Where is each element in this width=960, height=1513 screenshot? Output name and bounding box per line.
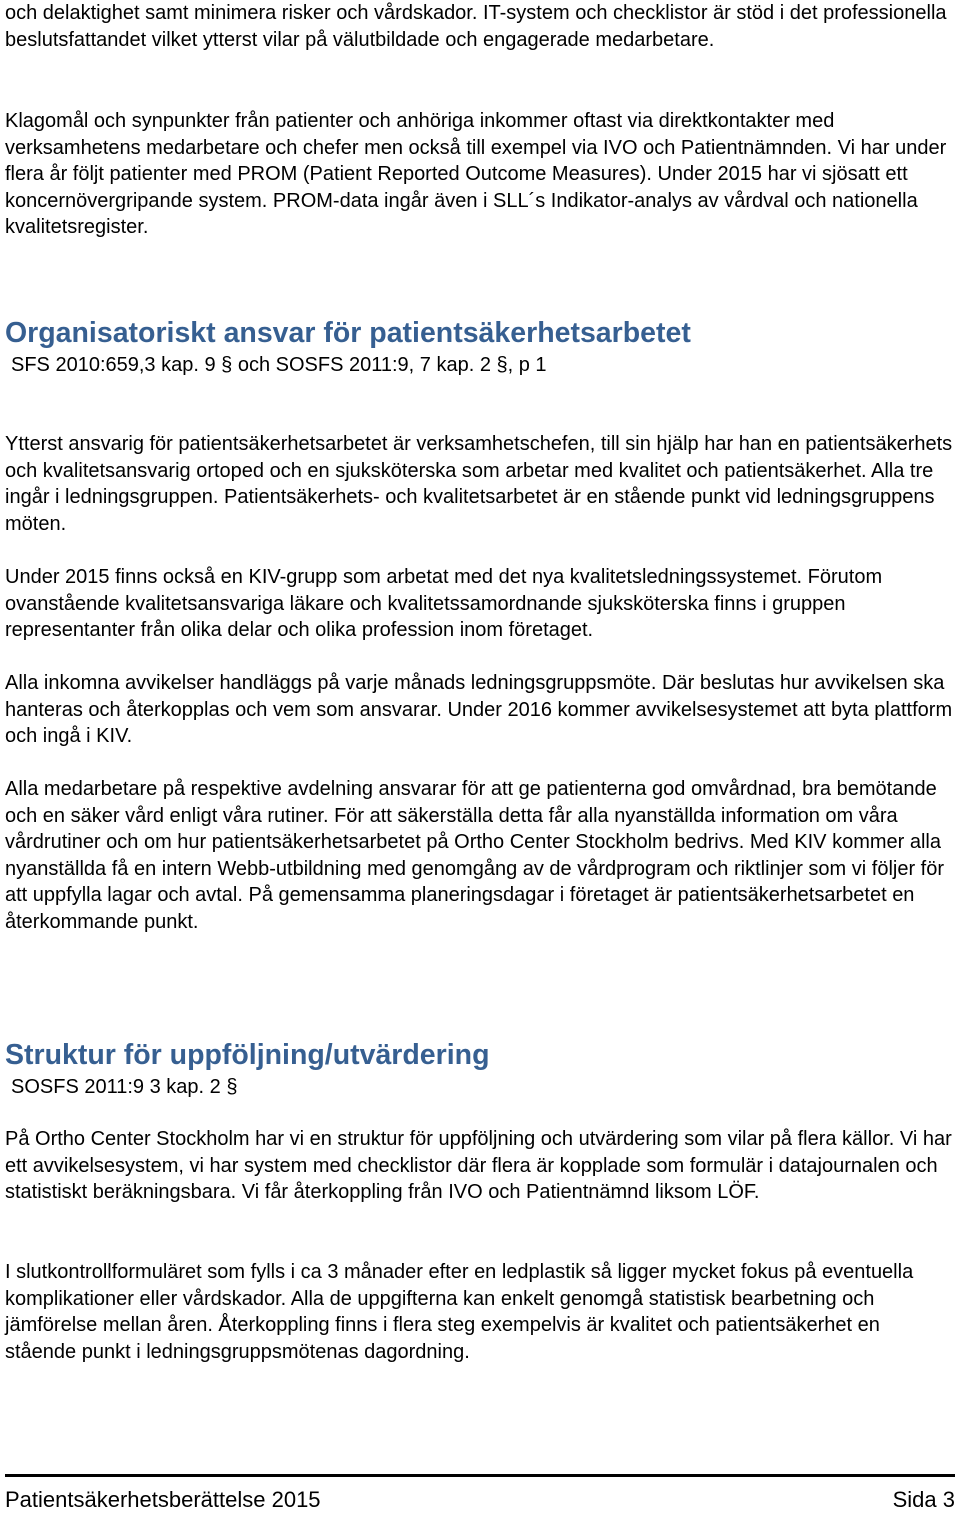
page-footer: [5, 1474, 955, 1513]
paragraph-deviations: Alla inkomna avvikelser handläggs på varje månads ledningsgruppsmöte. Där beslutas hur avvikelsen ska hanteras och återkopplas och vem som ansvarar. Under 2016 kommer avvikelsesystemet att byta plattform och ingå i KIV.: [5, 672, 953, 748]
footer-document-title: Patientsäkerhetsberättelse 2015: [5, 1487, 321, 1512]
heading-organisational-responsibility: Organisatoriskt ansvar för patientsäkerhetsarbetet: [5, 317, 691, 349]
paragraph-kiv-group: Under 2015 finns också en KIV-grupp som arbetat med det nya kvalitetsledningssystemet. Förutom ovanstående kvalitetsansvariga läkare och kvalitetssamordnande sjuksköterska finns i gruppen representanter från olika delar och olika profession inom företaget.: [5, 566, 883, 642]
paragraph-complaints: Klagomål och synpunkter från patienter och anhöriga inkommer oftast via direktkontakter med verksamhetens medarbetare och chefer men också till exempel via IVO och Patientnämnden. Vi har under flera år följt patienter med PROM (Patient Reported Outcome Measures). Under 2015 har vi sjösatt ett koncernövergripande system. PROM-data ingår även i SLL´s Indikator-analys av vårdval och nationella kvalitetsregister.: [5, 110, 947, 239]
paragraph-follow-up-sources: På Ortho Center Stockholm har vi en struktur för uppföljning och utvärdering som vilar på flera källor. Vi har ett avvikelsesystem, vi har system med checklistor där flera är kopplade som formulär i datajournalen och statistiskt beräkningsbara. Vi får återkoppling från IVO och Patientnämnd liksom LÖF.: [5, 1128, 952, 1204]
paragraph-responsibility: Ytterst ansvarig för patientsäkerhetsarbetet är verksamhetschefen, till sin hjälp har han en patientsäkerhets och kvalitetsansvarig ortoped och en sjuksköterska som arbetar med kvalitet och patientsäkerhet. Alla tre ingår i ledningsgruppen. Patientsäkerhets- och kvalitetsarbetet är en stående punkt vid ledningsgruppens möten.: [5, 433, 953, 535]
paragraph-staff-responsibility: Alla medarbetare på respektive avdelning ansvarar för att ge patienterna god omvårdnad, bra bemötande och en säker vård enligt våra rutiner. För att säkerställa detta får alla nyanställda information om våra vårdrutiner och om hur patientsäkerhetsarbetet på Ortho Center Stockholm bedrivs. Med KIV kommer alla nyanställda få en intern Webb-utbildning med genomgång av de vårdprogram och riktlinjer som vi följer för att uppfylla lagar och avtal. På gemensamma planeringsdagar i företaget är patientsäkerhetsarbetet en återkommande punkt.: [5, 778, 945, 933]
paragraph-final-control-form: I slutkontrollformuläret som fylls i ca 3 månader efter en ledplastik så ligger mycket fokus på eventuella komplikationer eller vårdskador. Alla de uppgifterna kan enkelt genomgå statistisk bearbetning och jämförelse mellan åren. Återkoppling finns i flera steg exempelvis är kvalitet och patientsäkerhet en stående punkt i ledningsgruppsmötenas dagordning.: [5, 1261, 914, 1363]
paragraph-intro-continued: och delaktighet samt minimera risker och vårdskador. IT-system och checklistor är stöd i det professionella beslutsfattandet vilket ytterst vilar på välutbildade och engagerade medarbetare.: [5, 2, 947, 51]
legal-reference-section1: SFS 2010:659,3 kap. 9 § och SOSFS 2011:9, 7 kap. 2 §, p 1: [11, 354, 547, 376]
legal-reference-section2: SOSFS 2011:9 3 kap. 2 §: [11, 1076, 238, 1098]
footer-page-number: Sida 3: [892, 1487, 955, 1512]
heading-follow-up-structure: Struktur för uppföljning/utvärdering: [5, 1039, 490, 1071]
